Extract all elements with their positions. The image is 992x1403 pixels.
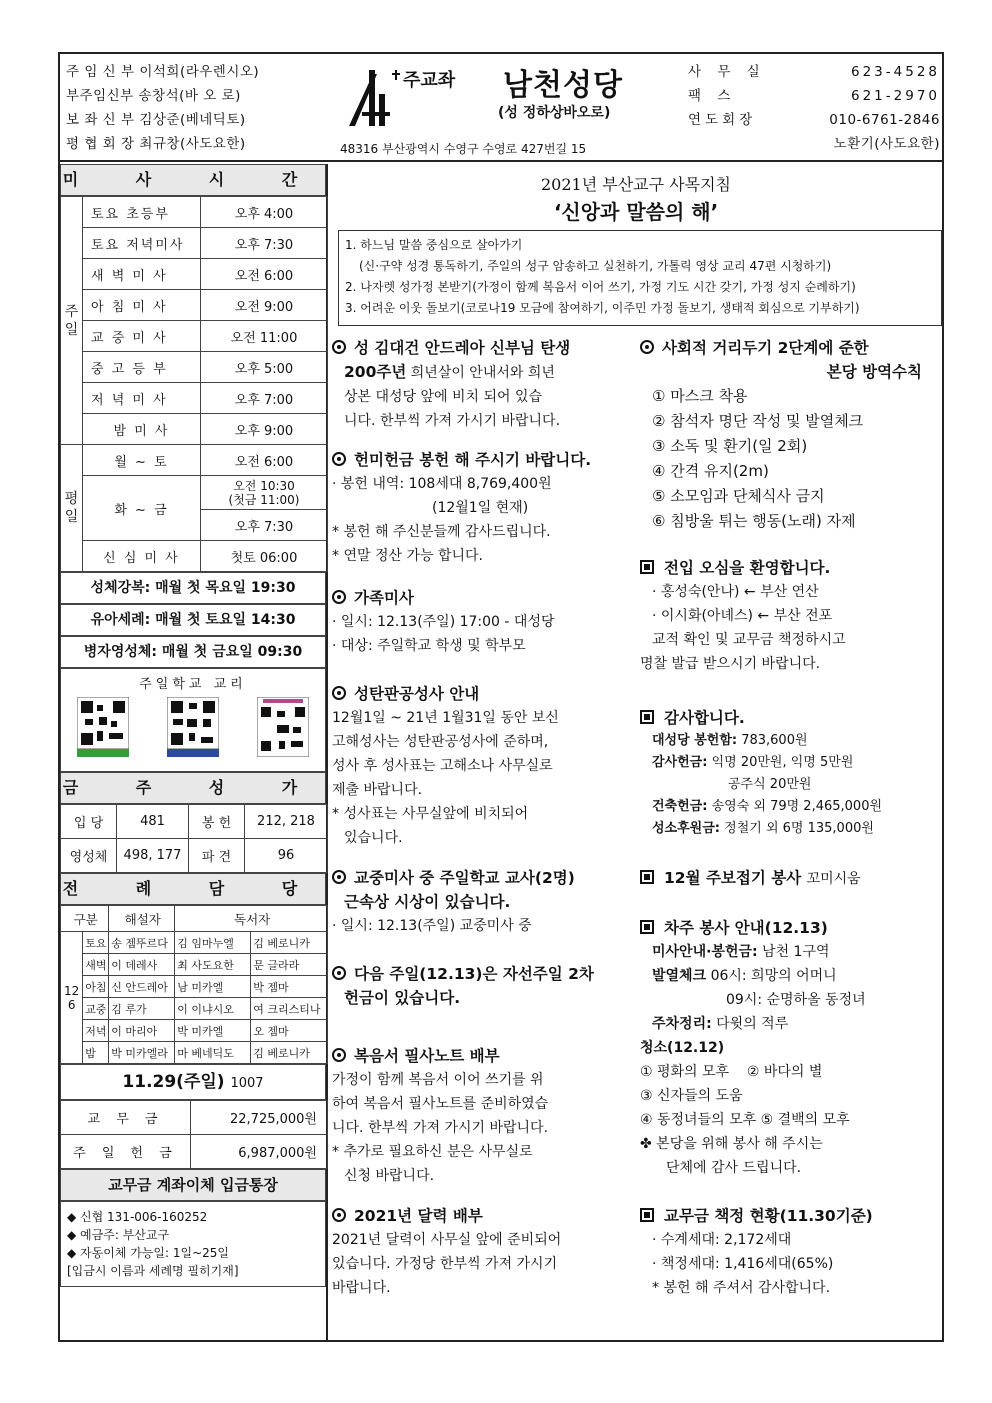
- account-line: [입금시 이름과 세례명 필히기재]: [67, 1264, 239, 1278]
- ring-bullet-icon: [332, 870, 346, 884]
- guideline-line: (신·구약 성경 통독하기, 주일의 성구 암송하고 실천하기, 가톨릭 영상 교리 47편 시청하기): [359, 259, 832, 273]
- sunday-stats-table: [60, 1100, 328, 1169]
- contact-label: 사 무 실: [688, 64, 766, 80]
- liturgy-header: 해설자: [109, 906, 175, 932]
- church-logo: [343, 60, 683, 130]
- liturgy-reader: 박 미카엘: [175, 1020, 251, 1042]
- liturgy-title: 전 례 담 당: [60, 873, 326, 905]
- contact-value: 621-2970: [851, 88, 940, 104]
- sunday-stats-title: 11.29(주일) 1007: [60, 1064, 326, 1100]
- hymn-number: 212, 218: [245, 805, 328, 839]
- liturgy-reader: 오 젬마: [251, 1020, 328, 1042]
- hymn-number: 96: [245, 839, 328, 873]
- church-address: 48316 부산광역시 수영구 수영로 427번길 15: [340, 142, 587, 156]
- notice-item: 차주 봉사 안내(12.13) 미사안내·봉헌금: 남천 1구역 발열체크 06시: 희망의 어머니 09시: 순명하올 동정녀 주차정리: 다윗의 적루 청소(12.12) ① 평화의 모후 ② 바다의 별 ③ 신자들의 도움 ④ 동정녀들의 모후 ⑤ 결백의 모후 ✤ 본당을 위해 봉사 해 주시는 단체에 감사 드립니다.: [640, 919, 866, 1176]
- mass-time: 오후 9:00: [201, 414, 328, 445]
- mass-time: 오전 6:00: [201, 445, 328, 476]
- account-line: ◆ 자동이체 가능일: 1일~25일: [67, 1246, 230, 1260]
- notice-item: 헌미헌금 봉헌 해 주시기 바랍니다. · 봉헌 내역: 108세대 8,769,400원 (12월1일 현재) * 봉헌 해 주신분들께 감사드립니다. * 연말 정산 가능 합니다.: [332, 451, 592, 564]
- mass-time: 오후 7:30: [201, 228, 328, 259]
- liturgy-mass: 밤: [83, 1042, 109, 1064]
- liturgy-mass: 아침: [83, 976, 109, 998]
- staff-list: [66, 60, 322, 156]
- notice-item: 2021년 달력 배부 2021년 달력이 사무실 앞에 준비되어 있습니다. 가정당 한부씩 가져 가시기 바랍니다.: [332, 1207, 562, 1296]
- ring-bullet-icon: [332, 1048, 346, 1062]
- liturgy-mass: 저녁: [83, 1020, 109, 1042]
- church-prefix: 주교좌: [403, 70, 456, 91]
- liturgy-reader: 박 젬마: [251, 976, 328, 998]
- liturgy-reader: 김 베로니카: [251, 932, 328, 954]
- notice-item: 교중미사 중 주일학교 교사(2명) 근속상 시상이 있습니다. · 일시: 12.13(주일) 교중미사 중: [332, 869, 575, 934]
- notice-item: 다음 주일(12.13)은 자선주일 2차 헌금이 있습니다.: [332, 962, 624, 1010]
- guideline-theme: ‘신앙과 말씀의 해’: [553, 200, 719, 224]
- mass-time: 첫토 06:00: [201, 541, 328, 572]
- weekday-label: 평일: [61, 445, 83, 572]
- guideline-line: 3. 어려운 이웃 돌보기(코로나19 모금에 참여하기, 이주민 가정 돌보기, 생태적 회심으로 기부하기): [345, 301, 860, 315]
- hymn-label: 봉 헌: [189, 805, 245, 839]
- square-bullet-icon: [640, 710, 654, 724]
- hymn-number: 498, 177: [117, 839, 189, 873]
- contact-label: 연도회장: [688, 112, 757, 128]
- stat-value: 22,725,000원: [191, 1101, 328, 1135]
- mass-time: 오전 9:00: [201, 290, 328, 321]
- liturgy-reader: 남 미카엘: [175, 976, 251, 998]
- ring-bullet-icon: [332, 686, 346, 700]
- liturgy-commentator: 송 젬뚜르다: [109, 932, 175, 954]
- staff-line: 부주임신부 송창석(바 오 로): [66, 88, 241, 104]
- liturgy-reader: 마 베네딕도: [175, 1042, 251, 1064]
- mass-name: 밤 미 사: [83, 414, 201, 445]
- notice-item: 전입 오심을 환영합니다. · 홍성숙(안나) ← 부산 연산 · 이시화(아녜스) ← 부산 전포 교적 확인 및 교무금 책정하시고 명찰 발급 받으시기 바랍니다.: [640, 559, 846, 672]
- liturgy-commentator: 이 데레사: [109, 954, 175, 976]
- bulletin-page: [58, 52, 944, 1342]
- hymns-table: [60, 804, 328, 873]
- special-schedule: 병자영성체: 매월 첫 금요일 09:30: [60, 636, 326, 668]
- mass-name: 교 중 미 사: [83, 321, 201, 352]
- notice-item: 사회적 거리두기 2단계에 준한 본당 방역수칙 ① 마스크 착용 ② 참석자 명단 작성 및 발열체크 ③ 소독 및 환기(일 2회) ④ 간격 유지(2m) ⑤ 소모임과 단체식사 금지 ⑥ 침방울 튀는 행동(노래) 자제: [640, 336, 932, 534]
- mass-time: 오후 7:30: [201, 510, 328, 541]
- stat-label: 교 무 금: [61, 1101, 191, 1135]
- square-bullet-icon: [640, 920, 654, 934]
- guideline-title: 2021년 부산교구 사목지침: [541, 175, 731, 194]
- account-info: [60, 1201, 326, 1287]
- liturgy-reader: 여 크리스티나: [251, 998, 328, 1020]
- guideline-line: 1. 하느님 말씀 중심으로 살아가기: [345, 238, 523, 252]
- mass-name: 토요 저녁미사: [83, 228, 201, 259]
- notice-item: 교무금 책정 현황(11.30기준) · 수계세대: 2,172세대 · 책정세대: 1,416세대(65%) * 봉헌 해 주셔서 감사합니다.: [640, 1204, 932, 1300]
- qr-code-icon[interactable]: [257, 697, 309, 757]
- hymn-label: 영성체: [61, 839, 117, 873]
- contact-value: 623-4528: [851, 64, 940, 80]
- mass-name: 중 고 등 부: [83, 352, 201, 383]
- liturgy-reader: 김 베로니카: [251, 1042, 328, 1064]
- mass-time: 오전 6:00: [201, 259, 328, 290]
- staff-line: 주 임 신 부 이석희(라우렌시오): [66, 64, 260, 80]
- stat-label: 주 일 헌 금: [61, 1135, 191, 1169]
- mass-times-table: [60, 196, 328, 572]
- contact-row: [688, 108, 942, 132]
- notice-item: 성탄판공성사 안내 12월1일 ~ 21년 1월31일 동안 보신 고해성사는 성탄판공성사에 준하며, 성사 후 성사표는 고해소나 사무실로 제출 바랍니다. * 성사표는 사무실앞에 비치되어 있습니다.: [332, 685, 559, 846]
- mass-name: 월 ~ 토: [83, 445, 201, 476]
- liturgy-commentator: 이 마리아: [109, 1020, 175, 1042]
- qr-title: 주일학교 교리: [139, 677, 247, 692]
- qr-code-icon[interactable]: [77, 697, 129, 757]
- liturgy-reader: 이 이냐시오: [175, 998, 251, 1020]
- church-emblem-icon: [343, 60, 403, 130]
- mass-name: 아 침 미 사: [83, 290, 201, 321]
- mass-name: 새 벽 미 사: [83, 259, 201, 290]
- ring-bullet-icon: [332, 590, 346, 604]
- liturgy-header: 구분: [61, 906, 109, 932]
- mass-time: 오후 5:00: [201, 352, 328, 383]
- special-schedule: 성체강복: 매월 첫 목요일 19:30: [60, 572, 326, 604]
- notice-item: 12월 주보접기 봉사 꼬미시움: [640, 866, 932, 891]
- ring-bullet-icon: [640, 340, 654, 354]
- left-column: [60, 164, 328, 1340]
- mass-name: 저 녁 미 사: [83, 383, 201, 414]
- main-content: [330, 164, 942, 1340]
- account-line: ◆ 예금주: 부산교구: [67, 1228, 170, 1242]
- liturgy-reader: 문 글라라: [251, 954, 328, 976]
- contact-list: [688, 60, 942, 156]
- stat-value: 6,987,000원: [191, 1135, 328, 1169]
- mass-time: 오전 11:00: [201, 321, 328, 352]
- notice-item: 복음서 필사노트 배부 가정이 함께 복음서 이어 쓰기를 위 하여 복음서 필사노트를 준비하였습 니다. 한부씩 가져 가시기 바랍니다. * 추가로 필요하신 분은 사무실로 신청 바랍니다.: [332, 1047, 549, 1184]
- mass-name: 신 심 미 사: [83, 541, 201, 572]
- liturgy-commentator: 김 루가: [109, 998, 175, 1020]
- liturgy-date: 12 6: [61, 932, 83, 1064]
- guideline-box: [338, 230, 942, 326]
- liturgy-mass: 교중: [83, 998, 109, 1020]
- liturgy-header: 독서자: [175, 906, 328, 932]
- account-title: 교무금 계좌이체 입금통장: [60, 1169, 326, 1201]
- liturgy-mass: 토요: [83, 932, 109, 954]
- bulletin-header: [60, 54, 942, 162]
- contact-label: 팩 스: [688, 88, 737, 104]
- ring-bullet-icon: [332, 452, 346, 466]
- notice-item: 성 김대건 안드레아 신부님 탄생 200주년 희년살이 안내서와 희년 상본 대성당 앞에 비치 되어 있습 니다. 한부씩 가져 가시기 바랍니다.: [332, 336, 624, 433]
- special-schedule: 유아세례: 매월 첫 토요일 14:30: [60, 604, 326, 636]
- mass-times-title: 미 사 시 간: [60, 164, 326, 196]
- qr-section: [60, 668, 326, 772]
- liturgy-table: [60, 905, 328, 1064]
- square-bullet-icon: [640, 870, 654, 884]
- contact-value: 010-6761-2846: [829, 112, 940, 128]
- qr-code-icon[interactable]: [167, 697, 219, 757]
- liturgy-commentator: 신 안드레아: [109, 976, 175, 998]
- notice-item: 가족미사 · 일시: 12.13(주일) 17:00 - 대성당 · 대상: 주일학교 학생 및 학부모: [332, 589, 555, 654]
- mass-time: 오후 7:00: [201, 383, 328, 414]
- mass-name: 화 ~ 금: [83, 476, 201, 541]
- mass-name: 토요 초등부: [83, 197, 201, 228]
- mass-time: 오후 4:00: [201, 197, 328, 228]
- church-name: 남천성당: [503, 68, 623, 103]
- liturgy-mass: 새벽: [83, 954, 109, 976]
- guideline-line: 2. 나자렛 성가정 본받기(가정이 함께 복음서 이어 쓰기, 가정 기도 시간 갖기, 가정 성지 순례하기): [345, 280, 856, 294]
- staff-line: 보 좌 신 부 김상준(베네딕토): [66, 112, 246, 128]
- staff-line: 평 협 회 장 최규창(사도요한): [66, 136, 246, 152]
- mass-time: 오전 10:30 (첫금 11:00): [201, 476, 328, 510]
- contact-value: 노환기(사도요한): [833, 136, 940, 152]
- hymn-label: 파 견: [189, 839, 245, 873]
- hymns-title: 금 주 성 가: [60, 772, 326, 804]
- square-bullet-icon: [640, 1208, 654, 1222]
- liturgy-reader: 최 사도요한: [175, 954, 251, 976]
- contact-row: [688, 60, 942, 84]
- liturgy-reader: 김 임마누엘: [175, 932, 251, 954]
- ring-bullet-icon: [332, 966, 346, 980]
- contact-row: [688, 132, 942, 156]
- liturgy-commentator: 박 미카엘라: [109, 1042, 175, 1064]
- account-line: ◆ 신협 131-006-160252: [67, 1210, 208, 1224]
- ring-bullet-icon: [332, 1208, 346, 1222]
- ring-bullet-icon: [332, 340, 346, 354]
- notice-item: 감사합니다. 대성당 봉헌함: 783,600원 감사헌금: 익명 20만원, 익명 5만원 공주식 20만원 건축헌금: 송영숙 외 79명 2,465,000원 성소후원금: 정철기 외 6명 135,000원: [640, 706, 932, 840]
- church-patron: (성 정하상바오로): [498, 105, 611, 121]
- sunday-label: 주일: [61, 197, 83, 445]
- contact-row: [688, 84, 942, 108]
- square-bullet-icon: [640, 560, 654, 574]
- hymn-label: 입 당: [61, 805, 117, 839]
- hymn-number: 481: [117, 805, 189, 839]
